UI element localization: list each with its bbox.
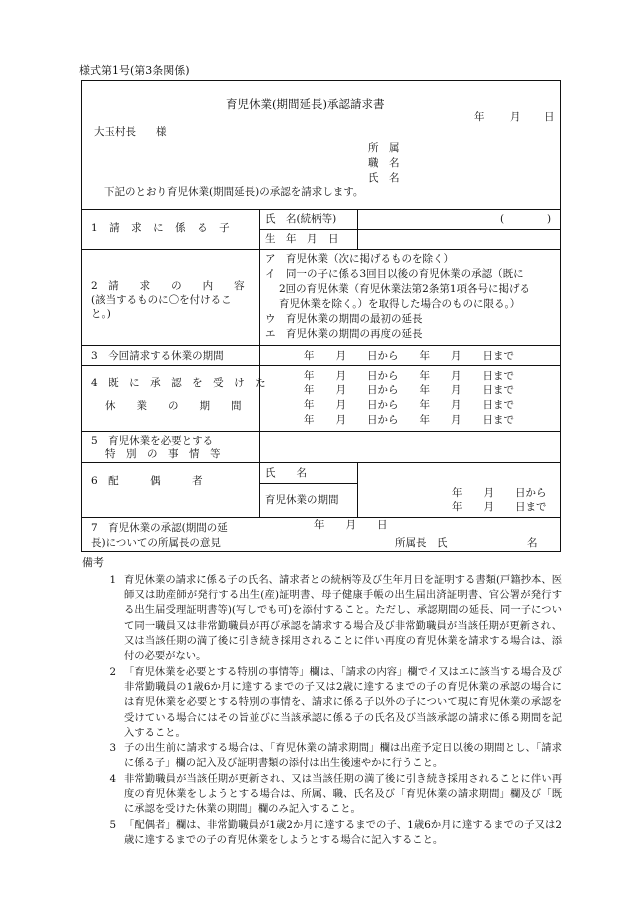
date-day-label[interactable]: 日 xyxy=(544,111,555,123)
note-item xyxy=(82,665,562,741)
note-item xyxy=(82,741,562,772)
rule xyxy=(82,209,561,210)
special-circumstances-field[interactable] xyxy=(260,432,560,461)
content-option-i-cont2: 育児休業を除く。）を取得した場合のものに限る。） xyxy=(279,298,521,310)
child-name-paren-open[interactable]: ( xyxy=(500,213,505,225)
child-dob-label: 生 年 月 日 xyxy=(265,233,339,245)
approved-periods-label-line1: 4 既 に 承 認 を 受 け た xyxy=(91,377,266,389)
supervisor-seal-label: 名 xyxy=(527,537,538,549)
supervisor-label-line2: 長)についての所属長の意見 xyxy=(91,537,221,549)
spouse-name-label: 氏 名 xyxy=(265,467,307,479)
addressee-honorific: 様 xyxy=(156,126,167,138)
date-month-label[interactable]: 月 xyxy=(510,111,521,123)
note-text: 子の出生前に請求する場合は、「育児休業の請求期間」欄は出産予定日以後の期間とし、「請求に係る子」欄の記入及び証明書類の添付は出生後速やかに行うこと。 xyxy=(124,742,562,770)
content-label-line3: と。) xyxy=(91,308,111,320)
approved-period-1[interactable]: 年 月 日から 年 月 日まで xyxy=(304,370,514,382)
content-label-line1: 2 請 求 の 内 容 xyxy=(91,280,245,292)
approved-period-4[interactable]: 年 月 日から 年 月 日まで xyxy=(304,414,514,426)
content-option-i-cont1: 2回の育児休業（育児休業法第2条第1項各号に掲げる xyxy=(279,283,531,295)
note-item xyxy=(82,772,562,818)
content-option-i[interactable]: イ 同一の子に係る3回目以後の育児休業の承認（既に xyxy=(265,268,524,280)
rule xyxy=(82,345,561,346)
content-option-a[interactable]: ア 育児休業（次に掲げるものを除く） xyxy=(265,253,454,265)
note-number: 3 xyxy=(109,742,116,755)
note-number: 1 xyxy=(109,573,116,586)
approved-period-3[interactable]: 年 月 日から 年 月 日まで xyxy=(304,399,514,411)
rule xyxy=(259,209,260,517)
child-name-paren-close[interactable]: ) xyxy=(547,213,552,225)
addressee: 大玉村長 xyxy=(94,126,136,138)
note-text: 「配偶者」欄は、非常勤職員が1歳2か月に達するまでの子、1歳6か月に達するまでの子又は2歳に達するまでの子の育児休業をしようとする場合に記入すること。 xyxy=(124,818,562,846)
spouse-name-field[interactable] xyxy=(358,463,560,483)
notes-section xyxy=(82,556,562,848)
date-year-label[interactable]: 年 xyxy=(474,111,485,123)
rule xyxy=(357,209,358,249)
content-label-line2: (該当するものに〇を付けるこ xyxy=(91,294,232,306)
rule xyxy=(82,365,561,366)
note-number: 2 xyxy=(109,665,116,678)
note-text: 非常勤職員が当該任期が更新され、又は当該任期の満了後に引き続き採用されることに伴い再度の育児休業をしようとする場合は、所属、職、氏名及び「育児休業の請求期間」欄及び「既に承認を受けた休業の期間」欄のみ記入すること。 xyxy=(124,772,562,816)
form-title: 育児休業(期間延長)承認請求書 xyxy=(226,97,385,111)
rule xyxy=(259,229,561,230)
intro-text: 下記のとおり育児休業(期間延長)の承認を請求します。 xyxy=(104,186,364,198)
current-period-value[interactable]: 年 月 日から 年 月 日まで xyxy=(304,350,514,362)
note-item xyxy=(82,818,562,849)
supervisor-date[interactable]: 年 月 日 xyxy=(314,519,388,531)
note-text: 育児休業の請求に係る子の氏名、請求者との続柄等及び生年月日を証明する書類(戸籍抄本、医師又は助産師が発行する出生(産)証明書、母子健康手帳の出生届出済証明書、官公署が発行する出生届受理証明書等)(写しでも可)を添付すること。ただし、承認期間の延長、同一子について同一職員又は非常勤職員が再び承認を請求する場合及び非常勤職員が当該任期が更新され、又は当該任期の満了後に引き続き採用されることに伴い再度の育児休業を請求する場合は、添付の必要がない。 xyxy=(124,573,562,663)
child-row-label-text: 1 請 求 に 係 る 子 xyxy=(91,222,231,234)
content-option-e[interactable]: エ 育児休業の期間の再度の延長 xyxy=(265,328,423,340)
special-circumstances-label-line1: 5 育児休業を必要とする xyxy=(91,435,214,447)
note-item xyxy=(82,573,562,665)
spouse-label: 6 配 偶 者 xyxy=(91,475,203,487)
special-circumstances-label-line2: 特 別 の 事 情 等 xyxy=(105,448,221,460)
rule xyxy=(259,483,357,484)
note-text: 「育児休業を必要とする特別の事情等」欄は、「請求の内容」欄でイ又はエに該当する場合及び非常勤職員の1歳6か月に達するまでの子又は2歳に達するまでの子の育児休業の承認の場合には育児休業を必要とする特別の事情を、請求に係る子以外の子について現に育児休業の承認を受けている場合にはその旨並びに当該承認に係る子の氏名及び当該承認の請求に係る期間を記入すること。 xyxy=(124,665,562,739)
note-number: 5 xyxy=(109,818,116,831)
applicant-name-label: 氏 名 xyxy=(368,172,400,184)
child-name-label: 氏 名(続柄等) xyxy=(265,213,337,225)
form-number: 様式第1号(第3条関係) xyxy=(79,64,190,77)
request-form-table xyxy=(81,80,561,552)
approved-period-2[interactable]: 年 月 日から 年 月 日まで xyxy=(304,384,514,396)
current-period-label: 3 今回請求する休業の期間 xyxy=(91,350,224,362)
note-number: 4 xyxy=(109,772,116,785)
content-option-u[interactable]: ウ 育児休業の期間の最初の延長 xyxy=(265,313,423,325)
spouse-leave-to[interactable]: 年 月 日まで xyxy=(452,501,547,513)
affiliation-label: 所 属 xyxy=(368,142,400,154)
spouse-leave-period-label: 育児休業の期間 xyxy=(265,494,339,506)
child-row-label xyxy=(91,221,247,235)
supervisor-sign-label: 所属長 氏 xyxy=(395,537,448,549)
notes-title: 備考 xyxy=(82,556,104,569)
approved-periods-label-line2: 休 業 の 期 間 xyxy=(105,400,242,412)
supervisor-label-line1: 7 育児休業の承認(期間の延 xyxy=(91,522,228,534)
spouse-leave-from[interactable]: 年 月 日から xyxy=(452,487,547,499)
position-label: 職 名 xyxy=(368,157,400,169)
rule xyxy=(82,249,561,250)
